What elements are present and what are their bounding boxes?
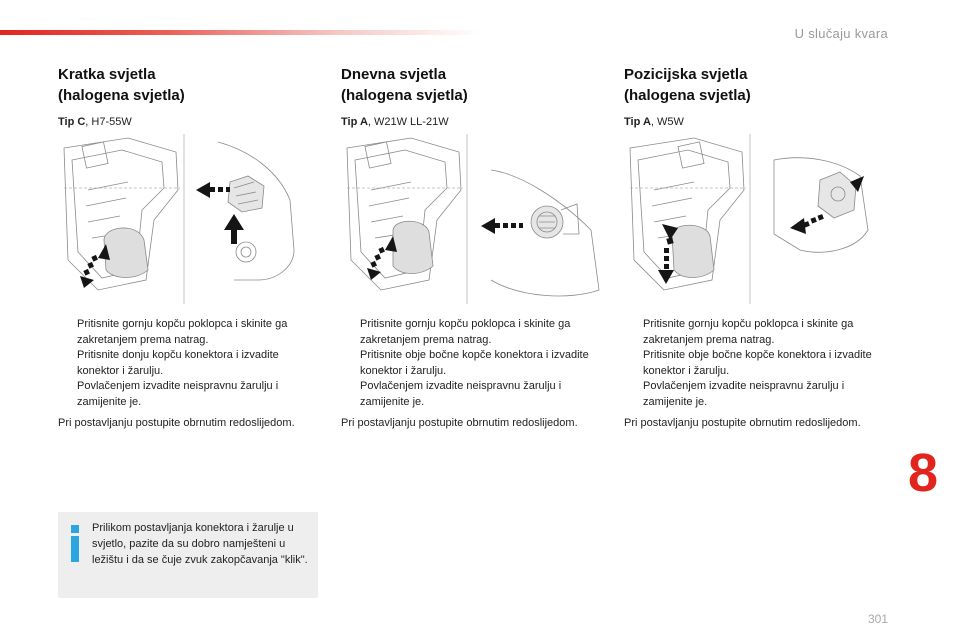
steps-list [58, 317, 320, 411]
chapter-number: 8 [907, 443, 938, 503]
bulb-type: Tip A, W21W LL-21W [341, 116, 449, 128]
steps-list [341, 317, 603, 411]
section-title: U slučaju kvara [794, 26, 888, 41]
list-item: Pritisnite obje bočne kopče konektora i izvadite konektor i žarulju. [643, 349, 872, 377]
column-title: Pozicijska svjetla (halogena svjetla) [624, 66, 751, 104]
bulb-type: Tip C, H7-55W [58, 116, 132, 128]
column-title: Kratka svjetla (halogena svjetla) [58, 66, 185, 104]
list-item: Povlačenjem izvadite neispravnu žarulju i zamijenite je. [77, 380, 279, 408]
info-text: Prilikom postavljanja konektora i žarulje u svjetlo, pazite da su dobro namješteni u ležištu i da se čuje zvuk zakopčavanja "klik". [92, 522, 308, 566]
list-item: Pritisnite obje bočne kopče konektora i izvadite konektor i žarulju. [360, 349, 589, 377]
bulb-type: Tip A, W5W [624, 116, 684, 128]
position-light-diagram [624, 130, 886, 310]
column-position-lights [624, 64, 886, 429]
info-box [58, 512, 318, 598]
daytime-light-diagram [341, 130, 603, 310]
bulb-replacement-illustration [58, 130, 320, 310]
list-item: Pritisnite gornju kopču poklopca i skinite ga zakretanjem prema natrag. [77, 318, 288, 346]
reverse-note: Pri postavljanju postupite obrnutim redoslijedom. [58, 417, 295, 429]
steps-list [624, 317, 886, 411]
reverse-note: Pri postavljanju postupite obrnutim redoslijedom. [624, 417, 861, 429]
list-item: Povlačenjem izvadite neispravnu žarulju i zamijenite je. [360, 380, 562, 408]
bulb-replacement-illustration [341, 130, 603, 310]
list-item: Pritisnite donju kopču konektora i izvadite konektor i žarulju. [77, 349, 279, 377]
low-beam-diagram [58, 130, 320, 310]
column-low-beam [58, 64, 320, 429]
reverse-note: Pri postavljanju postupite obrnutim redoslijedom. [341, 417, 578, 429]
page-number: 301 [867, 612, 888, 626]
list-item: Pritisnite gornju kopču poklopca i skinite ga zakretanjem prema natrag. [643, 318, 854, 346]
column-title: Dnevna svjetla (halogena svjetla) [341, 66, 468, 104]
list-item: Pritisnite gornju kopču poklopca i skinite ga zakretanjem prema natrag. [360, 318, 571, 346]
info-icon [70, 525, 80, 565]
header-accent-bar [0, 30, 480, 35]
column-daytime-lights [341, 64, 603, 429]
bulb-replacement-illustration [624, 130, 886, 310]
list-item: Povlačenjem izvadite neispravnu žarulju i zamijenite je. [643, 380, 845, 408]
